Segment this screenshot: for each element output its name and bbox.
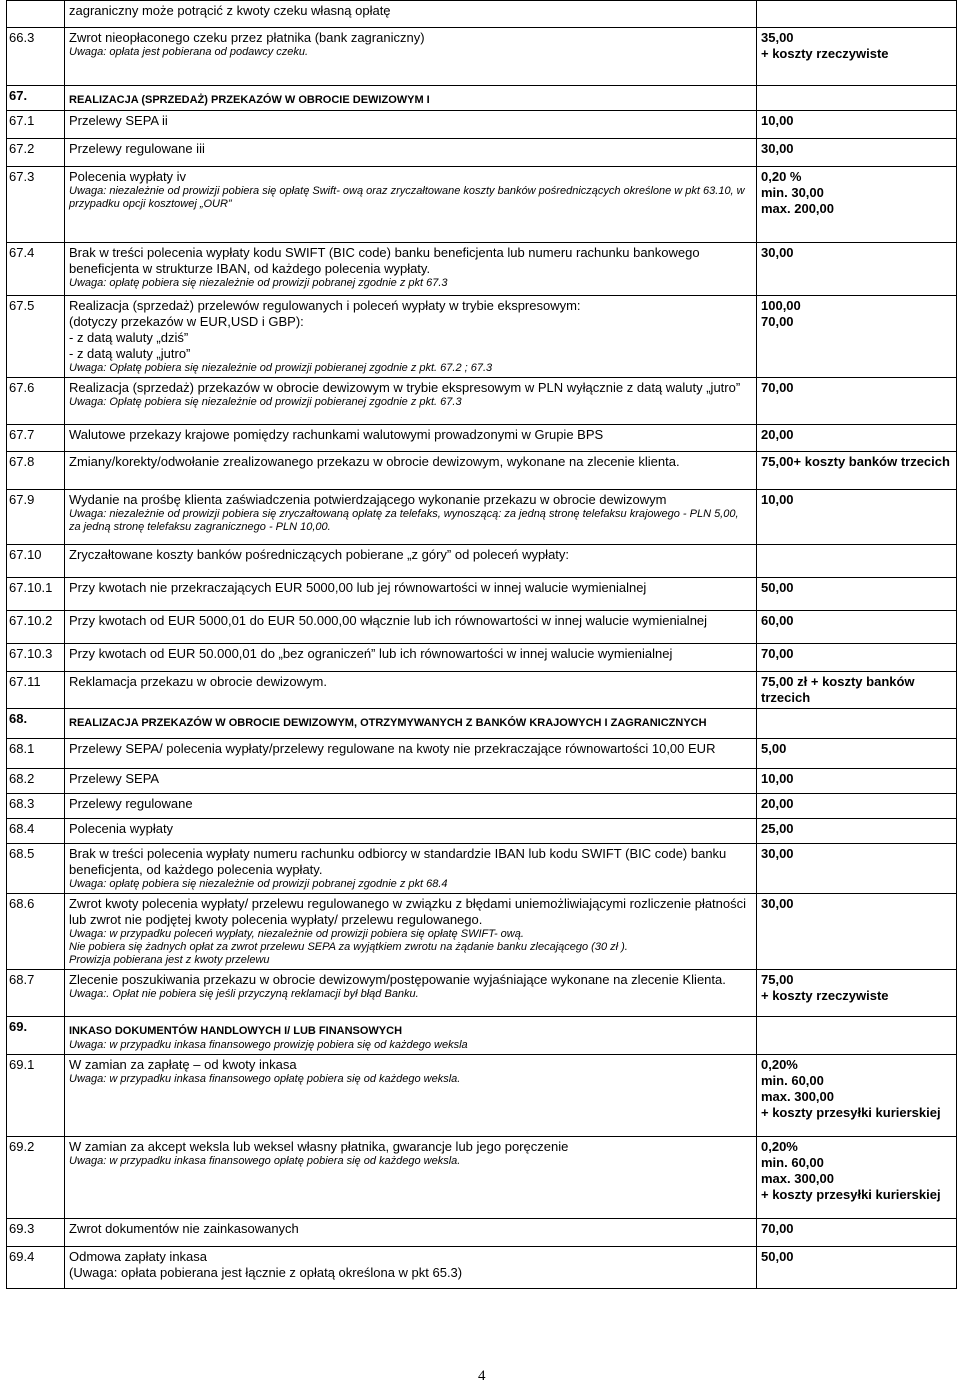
page-number: 4	[478, 1368, 486, 1384]
item-description: Odmowa zapłaty inkasa (Uwaga: opłata pobierana jest łącznie z opłatą określona w pkt 65.3)	[69, 1249, 463, 1280]
item-number: 67.10.1	[7, 578, 65, 611]
item-description-cell	[65, 970, 757, 1017]
item-note: Uwaga: niezależnie od prowizji pobiera się zryczałtowaną opłatę za telefaks, wynoszącą: za jedną stronę telefaksu krajowego - PLN 5,00, za jedną stronę telefaksu zagranicznego - PLN 10,00.	[69, 508, 739, 533]
item-note: Uwaga: w przypadku inkasa finansowego prowizję pobiera się od każdego weksla	[69, 1039, 468, 1051]
fee-row	[7, 1055, 957, 1137]
fee-row	[7, 86, 957, 111]
item-description: INKASO DOKUMENTÓW HANDLOWYCH I/ LUB FINANSOWYCH	[69, 1025, 403, 1037]
item-number	[7, 1, 65, 28]
item-fee	[757, 86, 957, 111]
fee-row	[7, 139, 957, 167]
item-description-cell	[65, 672, 757, 709]
fee-row	[7, 425, 957, 452]
item-description: Zlecenie poszukiwania przekazu w obrocie dewizowym/postępowanie wyjaśniające wykonane na zlecenie Klienta.	[69, 972, 726, 987]
item-description-cell	[65, 844, 757, 894]
item-fee: 0,20% min. 60,00 max. 300,00 + koszty przesyłki kurierskiej	[757, 1137, 957, 1219]
item-description: Zwrot kwoty polecenia wypłaty/ przelewu regulowanego w związku z błędami uniemożliwiającymi rozliczenie płatności lub zwrot nie podjętej kwoty polecenia wypłaty/ przelewu regulowanego.	[69, 896, 747, 927]
fee-row	[7, 1, 957, 28]
fee-row	[7, 578, 957, 611]
item-number: 69.	[7, 1017, 65, 1055]
item-number: 68.7	[7, 970, 65, 1017]
item-description-cell	[65, 1137, 757, 1219]
item-description-cell	[65, 644, 757, 672]
item-description-cell	[65, 894, 757, 970]
item-fee: 75,00 + koszty rzeczywiste	[757, 970, 957, 1017]
item-fee	[757, 709, 957, 739]
item-description: Przy kwotach od EUR 5000,01 do EUR 50.000,00 włącznie lub ich równowartości w innej walucie wymienialnej	[69, 613, 708, 628]
item-description: Wydanie na prośbę klienta zaświadczenia potwierdzającego wykonanie przekazu w obrocie dewizowym	[69, 492, 667, 507]
item-note: Nie pobiera się żadnych opłat za zwrot przelewu SEPA za wyjątkiem zwrotu na żądanie banku zlecającego (30 zł ).	[69, 941, 628, 953]
item-description-cell	[65, 139, 757, 167]
item-description: Przelewy SEPA/ polecenia wypłaty/przelewy regulowane na kwoty nie przekraczające równowartości 10,00 EUR	[69, 741, 716, 756]
item-number: 68.	[7, 709, 65, 739]
item-number: 68.1	[7, 739, 65, 769]
item-number: 68.6	[7, 894, 65, 970]
item-fee: 10,00	[757, 769, 957, 794]
item-description: zagraniczny może potrącić z kwoty czeku własną opłatę	[69, 3, 391, 18]
item-fee: 70,00	[757, 644, 957, 672]
fee-row	[7, 1219, 957, 1247]
item-note: Uwaga:. Opłat nie pobiera się jeśli przyczyną reklamacji był błąd Banku.	[69, 988, 419, 1000]
item-number: 67.6	[7, 378, 65, 425]
item-fee	[757, 545, 957, 578]
item-description-cell	[65, 611, 757, 644]
item-description: Przy kwotach nie przekraczających EUR 5000,00 lub jej równowartości w innej walucie wymienialnej	[69, 580, 647, 595]
item-description-cell	[65, 86, 757, 111]
item-fee: 10,00	[757, 490, 957, 545]
item-number: 67.	[7, 86, 65, 111]
item-fee: 10,00	[757, 111, 957, 139]
item-number: 69.4	[7, 1247, 65, 1289]
fee-row	[7, 844, 957, 894]
item-number: 67.2	[7, 139, 65, 167]
fee-row	[7, 167, 957, 243]
item-fee: 20,00	[757, 425, 957, 452]
item-note: Uwaga: niezależnie od prowizji pobiera się opłatę Swift- ową oraz zryczałtowane koszty banków pośredniczących określone w pkt 63.10, w przypadku opcji kosztowej „OUR”	[69, 185, 745, 210]
fee-row	[7, 1137, 957, 1219]
item-note: Prowizja pobierana jest z kwoty przelewu	[69, 954, 270, 966]
item-number: 67.10	[7, 545, 65, 578]
fee-row	[7, 296, 957, 378]
item-description: Polecenia wypłaty iv	[69, 169, 187, 184]
item-fee	[757, 1, 957, 28]
item-description-cell	[65, 1247, 757, 1289]
item-description-cell	[65, 452, 757, 490]
item-description-cell	[65, 1219, 757, 1247]
item-description: Zwrot dokumentów nie zainkasowanych	[69, 1221, 299, 1236]
item-note: Uwaga: opłatę pobiera się niezależnie od prowizji pobranej zgodnie z pkt 68.4	[69, 878, 448, 890]
item-number: 67.7	[7, 425, 65, 452]
item-description: Reklamacja przekazu w obrocie dewizowym.	[69, 674, 327, 689]
fee-row	[7, 819, 957, 844]
item-fee: 60,00	[757, 611, 957, 644]
item-description: Brak w treści polecenia wypłaty numeru rachunku odbiorcy w standardzie IBAN lub kodu SWIFT (BIC code) banku beneficjenta, od każdego polecenia wypłaty.	[69, 846, 727, 877]
fee-table	[6, 0, 957, 1289]
fee-row	[7, 739, 957, 769]
item-description: REALIZACJA PRZEKAZÓW W OBROCIE DEWIZOWYM, OTRZYMYWANYCH Z BANKÓW KRAJOWYCH I ZAGRANICZNYCH	[69, 717, 707, 729]
item-fee	[757, 1017, 957, 1055]
fee-row	[7, 490, 957, 545]
item-fee: 30,00	[757, 894, 957, 970]
item-description: Przelewy SEPA	[69, 771, 160, 786]
item-number: 67.9	[7, 490, 65, 545]
fee-row	[7, 452, 957, 490]
fee-row	[7, 378, 957, 425]
item-number: 69.3	[7, 1219, 65, 1247]
item-fee: 70,00	[757, 1219, 957, 1247]
item-fee: 30,00	[757, 844, 957, 894]
item-description-cell	[65, 1055, 757, 1137]
item-description: Brak w treści polecenia wypłaty kodu SWIFT (BIC code) banku beneficjenta lub numeru rachunku bankowego beneficjenta w strukturze IBAN, od każdego polecenia wypłaty.	[69, 245, 700, 276]
item-fee: 30,00	[757, 243, 957, 296]
item-fee: 0,20% min. 60,00 max. 300,00 + koszty przesyłki kurierskiej	[757, 1055, 957, 1137]
item-description-cell	[65, 296, 757, 378]
item-number: 67.8	[7, 452, 65, 490]
item-description: Zryczałtowane koszty banków pośredniczących pobierane „z góry” od poleceń wypłaty:	[69, 547, 570, 562]
item-note: Uwaga: Opłatę pobiera się niezależnie od prowizji pobieranej zgodnie z pkt. 67.2 ; 67.3	[69, 362, 493, 374]
item-fee: 5,00	[757, 739, 957, 769]
item-fee: 50,00	[757, 1247, 957, 1289]
item-description-cell	[65, 378, 757, 425]
fee-row	[7, 611, 957, 644]
item-number: 68.2	[7, 769, 65, 794]
item-description-cell	[65, 819, 757, 844]
fee-row	[7, 894, 957, 970]
item-description: Przelewy regulowane iii	[69, 141, 205, 156]
item-description: REALIZACJA (SPRZEDAŻ) PRZEKAZÓW W OBROCIE DEWIZOWYM I	[69, 94, 430, 106]
item-description: Realizacja (sprzedaż) przekazów w obrocie dewizowym w trybie ekspresowym w PLN wyłącznie z datą waluty „jutro”	[69, 380, 741, 395]
fee-row	[7, 1017, 957, 1055]
item-number: 67.11	[7, 672, 65, 709]
item-number: 67.4	[7, 243, 65, 296]
item-description-cell	[65, 545, 757, 578]
item-fee: 0,20 % min. 30,00 max. 200,00	[757, 167, 957, 243]
item-description: Walutowe przekazy krajowe pomiędzy rachunkami walutowymi prowadzonymi w Grupie BPS	[69, 427, 604, 442]
fee-row	[7, 672, 957, 709]
item-description-cell	[65, 794, 757, 819]
item-description-cell	[65, 425, 757, 452]
fee-row	[7, 709, 957, 739]
item-description-cell	[65, 1017, 757, 1055]
item-fee: 30,00	[757, 139, 957, 167]
fee-row	[7, 111, 957, 139]
item-description-cell	[65, 739, 757, 769]
fee-row	[7, 794, 957, 819]
item-fee: 70,00	[757, 378, 957, 425]
item-description: W zamian za akcept weksla lub weksel własny płatnika, gwarancje lub jego poręczenie	[69, 1139, 569, 1154]
item-description: Realizacja (sprzedaż) przelewów regulowanych i poleceń wypłaty w trybie ekspresowym: (dotyczy przekazów w EUR,USD i GBP): - z datą waluty „dziś” - z datą waluty „jutro”	[69, 298, 581, 361]
item-number: 67.10.3	[7, 644, 65, 672]
item-description: W zamian za zapłatę – od kwoty inkasa	[69, 1057, 297, 1072]
item-description: Zwrot nieopłaconego czeku przez płatnika (bank zagraniczny)	[69, 30, 425, 45]
item-description-cell	[65, 709, 757, 739]
item-number: 67.10.2	[7, 611, 65, 644]
item-number: 67.5	[7, 296, 65, 378]
item-note: Uwaga: Opłatę pobiera się niezależnie od prowizji pobieranej zgodnie z pkt. 67.3	[69, 396, 462, 408]
fee-row	[7, 769, 957, 794]
item-description-cell	[65, 28, 757, 86]
item-number: 68.4	[7, 819, 65, 844]
fee-table-body	[7, 1, 957, 1289]
item-number: 67.3	[7, 167, 65, 243]
item-description-cell	[65, 167, 757, 243]
item-description-cell	[65, 490, 757, 545]
item-note: Uwaga: w przypadku poleceń wypłaty, niezależnie od prowizji pobiera się opłatę SWIFT- ową.	[69, 928, 524, 940]
item-number: 67.1	[7, 111, 65, 139]
item-description: Polecenia wypłaty	[69, 821, 174, 836]
item-fee: 75,00 zł + koszty banków trzecich	[757, 672, 957, 709]
item-fee: 25,00	[757, 819, 957, 844]
fee-row	[7, 545, 957, 578]
item-description-cell	[65, 769, 757, 794]
item-description-cell	[65, 578, 757, 611]
item-description: Przelewy SEPA ii	[69, 113, 168, 128]
item-note: Uwaga: w przypadku inkasa finansowego opłatę pobiera się od każdego weksla.	[69, 1073, 461, 1085]
item-description-cell	[65, 1, 757, 28]
item-fee: 35,00 + koszty rzeczywiste	[757, 28, 957, 86]
item-number: 68.5	[7, 844, 65, 894]
item-description-cell	[65, 243, 757, 296]
item-number: 69.1	[7, 1055, 65, 1137]
item-description: Zmiany/korekty/odwołanie zrealizowanego przekazu w obrocie dewizowym, wykonane na zlecenie klienta.	[69, 454, 680, 469]
item-fee: 20,00	[757, 794, 957, 819]
item-description: Przelewy regulowane	[69, 796, 193, 811]
fee-row	[7, 243, 957, 296]
fee-row	[7, 28, 957, 86]
fee-row	[7, 644, 957, 672]
fee-row	[7, 1247, 957, 1289]
item-number: 69.2	[7, 1137, 65, 1219]
item-note: Uwaga: w przypadku inkasa finansowego opłatę pobiera się od każdego weksla.	[69, 1155, 461, 1167]
item-fee: 75,00+ koszty banków trzecich	[757, 452, 957, 490]
item-note: Uwaga: opłatę pobiera się niezależnie od prowizji pobranej zgodnie z pkt 67.3	[69, 277, 448, 289]
item-description-cell	[65, 111, 757, 139]
item-note: Uwaga: opłata jest pobierana od podawcy czeku.	[69, 46, 309, 58]
item-number: 68.3	[7, 794, 65, 819]
item-number: 66.3	[7, 28, 65, 86]
item-fee: 50,00	[757, 578, 957, 611]
item-description: Przy kwotach od EUR 50.000,01 do „bez ograniczeń” lub ich równowartości w innej walucie wymienialnej	[69, 646, 673, 661]
item-fee: 100,00 70,00	[757, 296, 957, 378]
fee-row	[7, 970, 957, 1017]
